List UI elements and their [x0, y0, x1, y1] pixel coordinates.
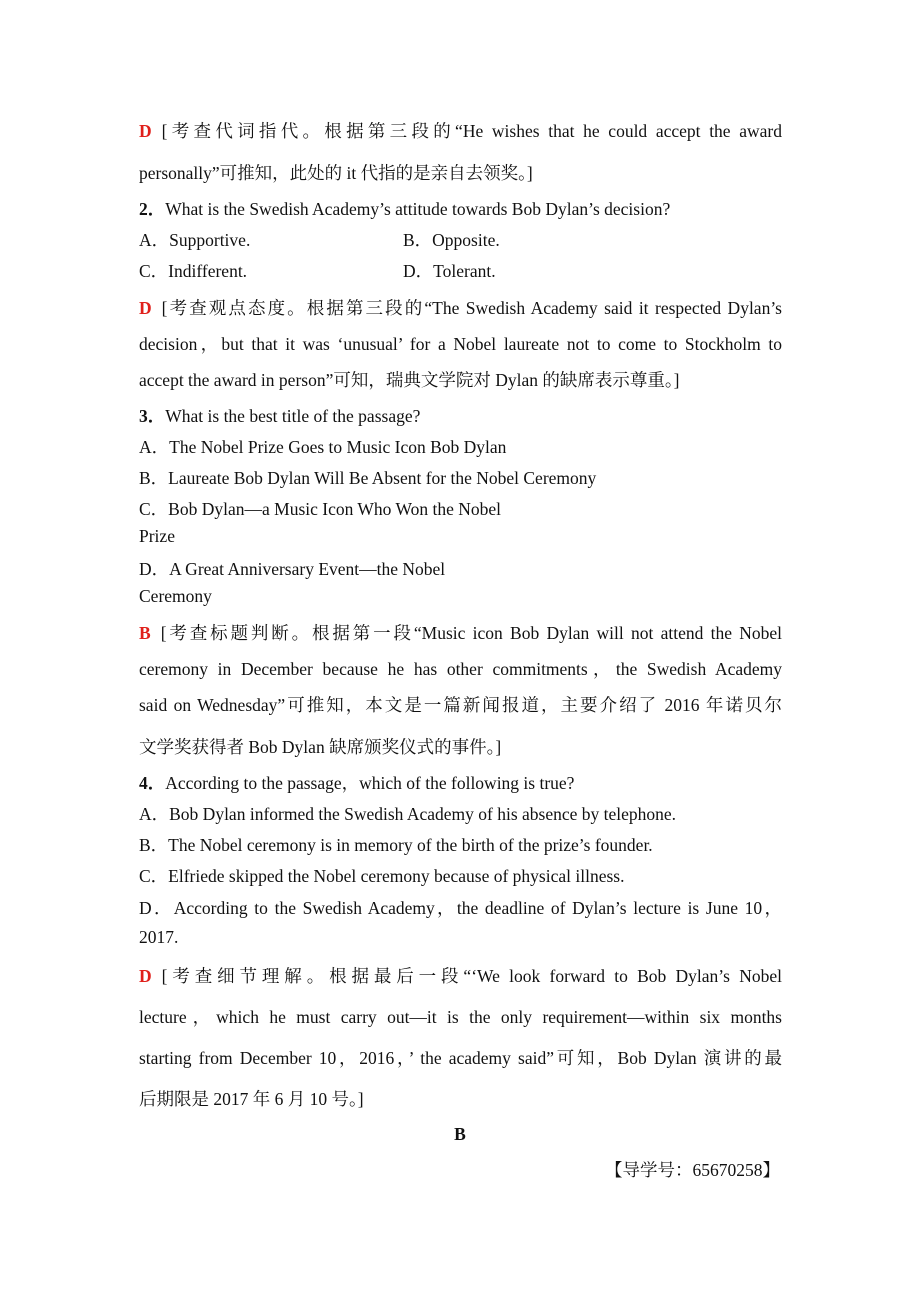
q4-answer: D [139, 966, 152, 986]
q4-explanation-line1: D [考查细节理解。根据最后一段“‘We look forward to Bob Dylan’s Nobel [139, 966, 782, 986]
q2-option-a: A．Supportive. [139, 230, 251, 250]
q3-explanation-line2: ceremony in December because he has other commitments，the Swedish Academy [139, 659, 782, 679]
q2-explanation-line3: accept the award in person”可知，瑞典文学院对 Dylan 的缺席表示尊重。] [139, 370, 680, 390]
q2-option-d: D．Tolerant. [403, 261, 496, 281]
q4-option-c: C．Elfriede skipped the Nobel ceremony because of physical illness. [139, 866, 625, 886]
q1-answer: D [139, 121, 152, 141]
q3-option-c-cont: Prize [139, 526, 175, 546]
q4-explanation-line3: starting from December 10，2016，’ the academy said”可知，Bob Dylan 演讲的最 [139, 1048, 782, 1068]
section-label: B [454, 1124, 466, 1144]
q1-explanation-line2: personally”可推知，此处的 it 代指的是亲自去领奖。] [139, 163, 533, 183]
q3-question: 3．What is the best title of the passage? [139, 406, 421, 426]
q3-explanation-line4: 文学奖获得者 Bob Dylan 缺席颁奖仪式的事件。] [139, 737, 502, 757]
q4-option-b: B．The Nobel ceremony is in memory of the birth of the prize’s founder. [139, 835, 653, 855]
q2-question: 2．What is the Swedish Academy’s attitude towards Bob Dylan’s decision? [139, 199, 671, 219]
q3-explanation-line3: said on Wednesday”可推知，本文是一篇新闻报道，主要介绍了 2016 年诺贝尔 [139, 695, 782, 715]
q3-option-a: A．The Nobel Prize Goes to Music Icon Bob Dylan [139, 437, 507, 457]
q3-option-d: D．A Great Anniversary Event—the Nobel [139, 559, 446, 579]
q2-explanation-line1: D [考查观点态度。根据第三段的“The Swedish Academy said it respected Dylan’s [139, 298, 782, 318]
q3-option-b: B．Laureate Bob Dylan Will Be Absent for the Nobel Ceremony [139, 468, 597, 488]
q3-explanation-line1: B [考查标题判断。根据第一段“Music icon Bob Dylan will not attend the Nobel [139, 623, 782, 643]
q4-option-a: A．Bob Dylan informed the Swedish Academy of his absence by telephone. [139, 804, 677, 824]
q4-option-d-cont: 2017. [139, 927, 179, 947]
q1-explanation-line1: D [考查代词指代。根据第三段的“He wishes that he could accept the award [139, 121, 782, 141]
q4-explanation-line4: 后期限是 2017 年 6 月 10 号。] [139, 1089, 364, 1109]
q3-option-c: C．Bob Dylan—a Music Icon Who Won the Nobel [139, 499, 501, 519]
q3-answer: B [139, 623, 151, 643]
q4-explanation-line2: lecture，which he must carry out—it is the only requirement—within six months [139, 1007, 782, 1027]
q2-option-b: B．Opposite. [403, 230, 500, 250]
q4-question: 4．According to the passage，which of the following is true? [139, 773, 575, 793]
q2-explanation-line2: decision，but that it was ‘unusual’ for a Nobel laureate not to come to Stockholm to [139, 334, 782, 354]
q2-answer: D [139, 298, 152, 318]
q4-option-d: D．According to the Swedish Academy，the deadline of Dylan’s lecture is June 10， [139, 898, 782, 918]
q2-option-c: C．Indifferent. [139, 261, 248, 281]
guide-number: 【导学号：65670258】 [605, 1160, 780, 1180]
q3-option-d-cont: Ceremony [139, 586, 212, 606]
